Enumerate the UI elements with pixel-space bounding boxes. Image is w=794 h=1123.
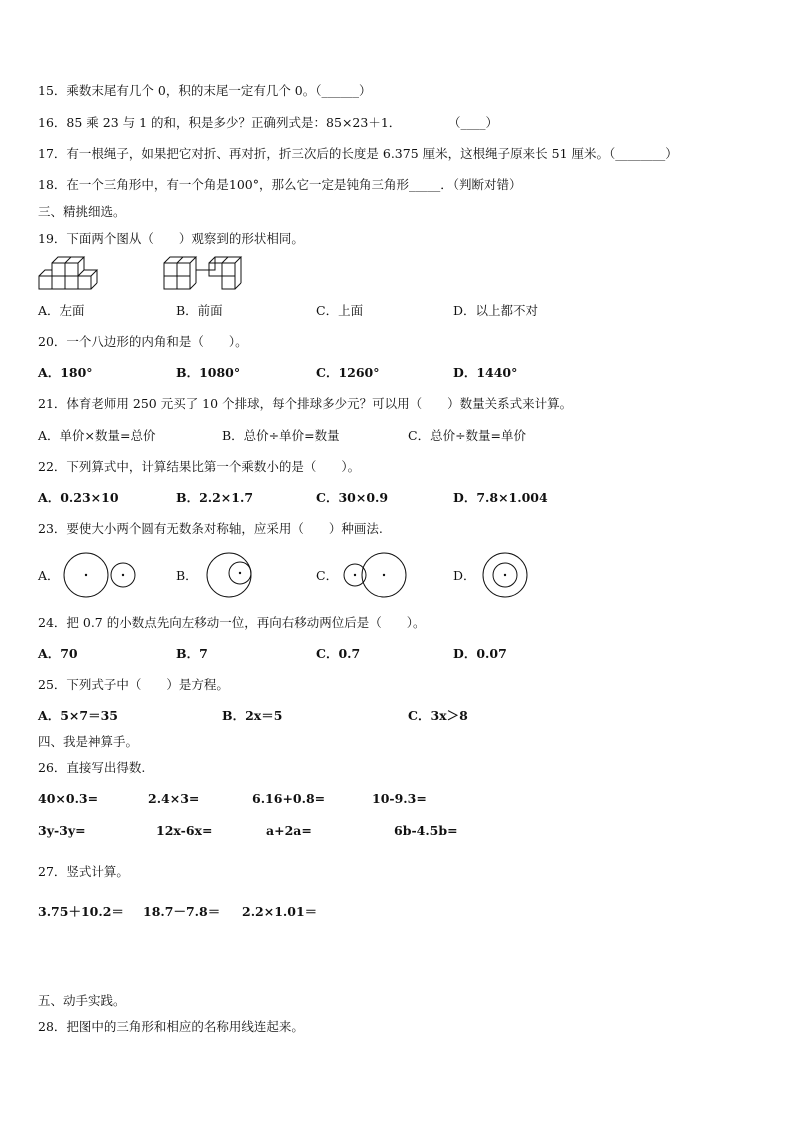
q19-option-a[interactable]: A．左面	[38, 303, 85, 318]
question-24: 24．把 0.7 的小数点先向左移动一位，再向右移动两位后是（ ）。	[38, 615, 426, 630]
q21-option-a[interactable]: A．单价×数量=总价	[38, 428, 156, 443]
concentric-circles-figure	[481, 552, 529, 598]
overlapping-circles-figure	[342, 552, 410, 598]
q21-option-b[interactable]: B．总价÷单价=数量	[222, 428, 340, 443]
section-5-heading: 五、动手实践。	[38, 993, 126, 1008]
q25-option-b[interactable]: B．2x＝5	[222, 708, 283, 723]
q23-option-b[interactable]: B．	[176, 568, 198, 583]
cube-figure-1	[38, 254, 98, 292]
q22-option-b[interactable]: B．2.2×1.7	[176, 490, 254, 505]
two-circles-apart-figure	[62, 552, 138, 598]
q24-option-a[interactable]: A．70	[38, 646, 78, 661]
vertical-calc-item: 18.7－7.8＝	[143, 904, 221, 919]
question-15: 15．乘数末尾有几个 0，积的末尾一定有几个 0。（______）	[38, 83, 372, 98]
calc-item: 10-9.3=	[372, 791, 427, 806]
q24-option-b[interactable]: B．7	[176, 646, 208, 661]
question-16: 16．85 乘 23 与 1 的和，积是多少？正确列式是：85×23＋1．	[38, 115, 402, 130]
question-19: 19．下面两个图从（ ）观察到的形状相同。	[38, 231, 304, 246]
q25-option-c[interactable]: C．3x＞8	[408, 708, 468, 723]
q23-option-c[interactable]: C．	[316, 568, 339, 583]
calc-item: 6.16+0.8=	[252, 791, 326, 806]
q22-option-a[interactable]: A．0.23×10	[38, 490, 119, 505]
q23-option-a[interactable]: A．	[38, 568, 60, 583]
question-23: 23．要使大小两个圆有无数条对称轴，应采用（ ）种画法.	[38, 521, 383, 536]
calc-item: 40×0.3=	[38, 791, 99, 806]
internally-tangent-circles-figure	[206, 552, 256, 598]
vertical-calc-item: 3.75＋10.2＝	[38, 904, 124, 919]
calc-item: 2.4×3=	[148, 791, 200, 806]
calc-item: 3y-3y=	[38, 823, 86, 838]
q19-option-c[interactable]: C．上面	[316, 303, 364, 318]
q22-option-c[interactable]: C．30×0.9	[316, 490, 389, 505]
q21-option-c[interactable]: C．总价÷数量=单价	[408, 428, 527, 443]
vertical-calc-item: 2.2×1.01＝	[242, 904, 318, 919]
q23-option-d[interactable]: D．	[453, 568, 476, 583]
question-25: 25．下列式子中（ ）是方程。	[38, 677, 229, 692]
question-20: 20．一个八边形的内角和是（ ）。	[38, 334, 248, 349]
question-28: 28．把图中的三角形和相应的名称用线连起来。	[38, 1019, 304, 1034]
calc-item: 6b-4.5b=	[394, 823, 458, 838]
question-27: 27．竖式计算。	[38, 864, 129, 879]
q25-option-a[interactable]: A．5×7＝35	[38, 708, 118, 723]
q20-option-c[interactable]: C．1260°	[316, 365, 380, 380]
q24-option-c[interactable]: C．0.7	[316, 646, 361, 661]
q19-option-b[interactable]: B．前面	[176, 303, 223, 318]
calc-item: 12x-6x=	[156, 823, 213, 838]
q19-option-d[interactable]: D．以上都不对	[453, 303, 539, 318]
section-3-heading: 三、精挑细选。	[38, 204, 126, 219]
question-17: 17．有一根绳子，如果把它对折、再对折，折三次后的长度是 6.375 厘米，这根绳子原来长 51 厘米。（________）	[38, 146, 678, 161]
question-18: 18．在一个三角形中，有一个角是100°，那么它一定是钝角三角形_____．（判断对错）	[38, 177, 522, 192]
q22-option-d[interactable]: D．7.8×1.004	[453, 490, 548, 505]
q20-option-a[interactable]: A．180°	[38, 365, 93, 380]
calc-item: a+2a=	[266, 823, 312, 838]
cube-figure-2	[163, 254, 241, 292]
q20-option-d[interactable]: D．1440°	[453, 365, 518, 380]
section-4-heading: 四、我是神算手。	[38, 734, 139, 749]
q24-option-d[interactable]: D．0.07	[453, 646, 507, 661]
answer-blank-16: （____）	[448, 115, 499, 130]
q20-option-b[interactable]: B．1080°	[176, 365, 241, 380]
question-21: 21．体育老师用 250 元买了 10 个排球，每个排球多少元？可以用（ ）数量关系式来计算。	[38, 396, 573, 411]
question-26: 26．直接写出得数.	[38, 760, 146, 775]
question-22: 22．下列算式中，计算结果比第一个乘数小的是（ ）。	[38, 459, 361, 474]
